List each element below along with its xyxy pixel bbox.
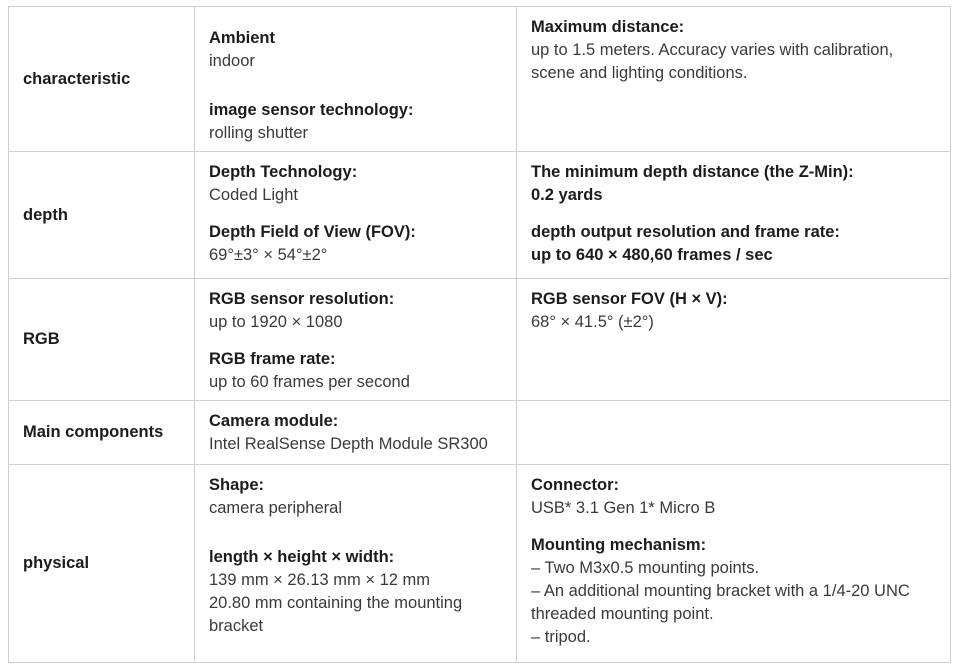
depth-technology-label: Depth Technology:	[209, 163, 358, 181]
image-sensor-technology-label: image sensor technology:	[209, 101, 414, 119]
table-row-physical	[9, 465, 951, 663]
rgb-right-cell	[517, 279, 951, 401]
table-row-characteristic	[9, 7, 951, 152]
dimensions-value-line: bracket	[209, 617, 264, 635]
depth-left-cell	[195, 152, 517, 279]
shape-label: Shape:	[209, 476, 265, 494]
camera-module-label: Camera module:	[209, 412, 339, 430]
maximum-distance-value-line: up to 1.5 meters. Accuracy varies with calibration,	[531, 41, 894, 59]
rgb-sensor-fov-value: 68° × 41.5° (±2°)	[531, 313, 654, 331]
table-row-rgb	[9, 279, 951, 401]
row-header-characteristic: characteristic	[9, 7, 195, 152]
depth-technology-value: Coded Light	[209, 186, 298, 204]
mounting-mechanism-value-line: – Two M3x0.5 mounting points.	[531, 559, 760, 577]
table-row-main-components	[9, 401, 951, 465]
depth-output-resolution-value: up to 640 × 480,60 frames / sec	[531, 246, 773, 264]
main-components-left-cell	[195, 401, 517, 465]
physical-left-cell	[195, 465, 517, 663]
characteristic-right-cell	[517, 7, 951, 152]
image-sensor-technology-value: rolling shutter	[209, 124, 309, 142]
table-row-depth	[9, 152, 951, 279]
min-depth-distance-value: 0.2 yards	[531, 186, 603, 204]
mounting-mechanism-value-line: – An additional mounting bracket with a 1/4-20 UNC	[531, 582, 910, 600]
characteristic-left-cell	[195, 7, 517, 152]
depth-fov-value: 69°±3° × 54°±2°	[209, 246, 328, 264]
rgb-sensor-resolution-label: RGB sensor resolution:	[209, 290, 395, 308]
connector-label: Connector:	[531, 476, 619, 494]
min-depth-distance-label: The minimum depth distance (the Z-Min):	[531, 163, 854, 181]
dimensions-value-line: 139 mm × 26.13 mm × 12 mm	[209, 571, 431, 589]
dimensions-label: length × height × width:	[209, 548, 395, 566]
rgb-frame-rate-value: up to 60 frames per second	[209, 373, 410, 391]
connector-value: USB* 3.1 Gen 1* Micro B	[531, 499, 716, 517]
main-components-right-cell	[517, 401, 951, 465]
rgb-sensor-fov-label: RGB sensor FOV (H × V):	[531, 290, 728, 308]
maximum-distance-value-line: scene and lighting conditions.	[531, 64, 748, 82]
depth-fov-label: Depth Field of View (FOV):	[209, 223, 416, 241]
row-header-main-components: Main components	[9, 401, 195, 465]
rgb-left-cell	[195, 279, 517, 401]
maximum-distance-label: Maximum distance:	[531, 18, 685, 36]
specifications-table	[8, 6, 951, 663]
rgb-frame-rate-label: RGB frame rate:	[209, 350, 336, 368]
mounting-mechanism-label: Mounting mechanism:	[531, 536, 707, 554]
ambient-label: Ambient	[209, 29, 275, 47]
row-header-depth: depth	[9, 152, 195, 279]
row-header-rgb: RGB	[9, 279, 195, 401]
rgb-sensor-resolution-value: up to 1920 × 1080	[209, 313, 343, 331]
depth-output-resolution-label: depth output resolution and frame rate:	[531, 223, 840, 241]
dimensions-value-line: 20.80 mm containing the mounting	[209, 594, 463, 612]
ambient-value: indoor	[209, 52, 255, 70]
depth-right-cell	[517, 152, 951, 279]
mounting-mechanism-value-line: threaded mounting point.	[531, 605, 714, 623]
mounting-mechanism-value-line: – tripod.	[531, 628, 591, 646]
camera-module-value: Intel RealSense Depth Module SR300	[209, 435, 488, 453]
shape-value: camera peripheral	[209, 499, 342, 517]
row-header-physical: physical	[9, 465, 195, 663]
physical-right-cell	[517, 465, 951, 663]
